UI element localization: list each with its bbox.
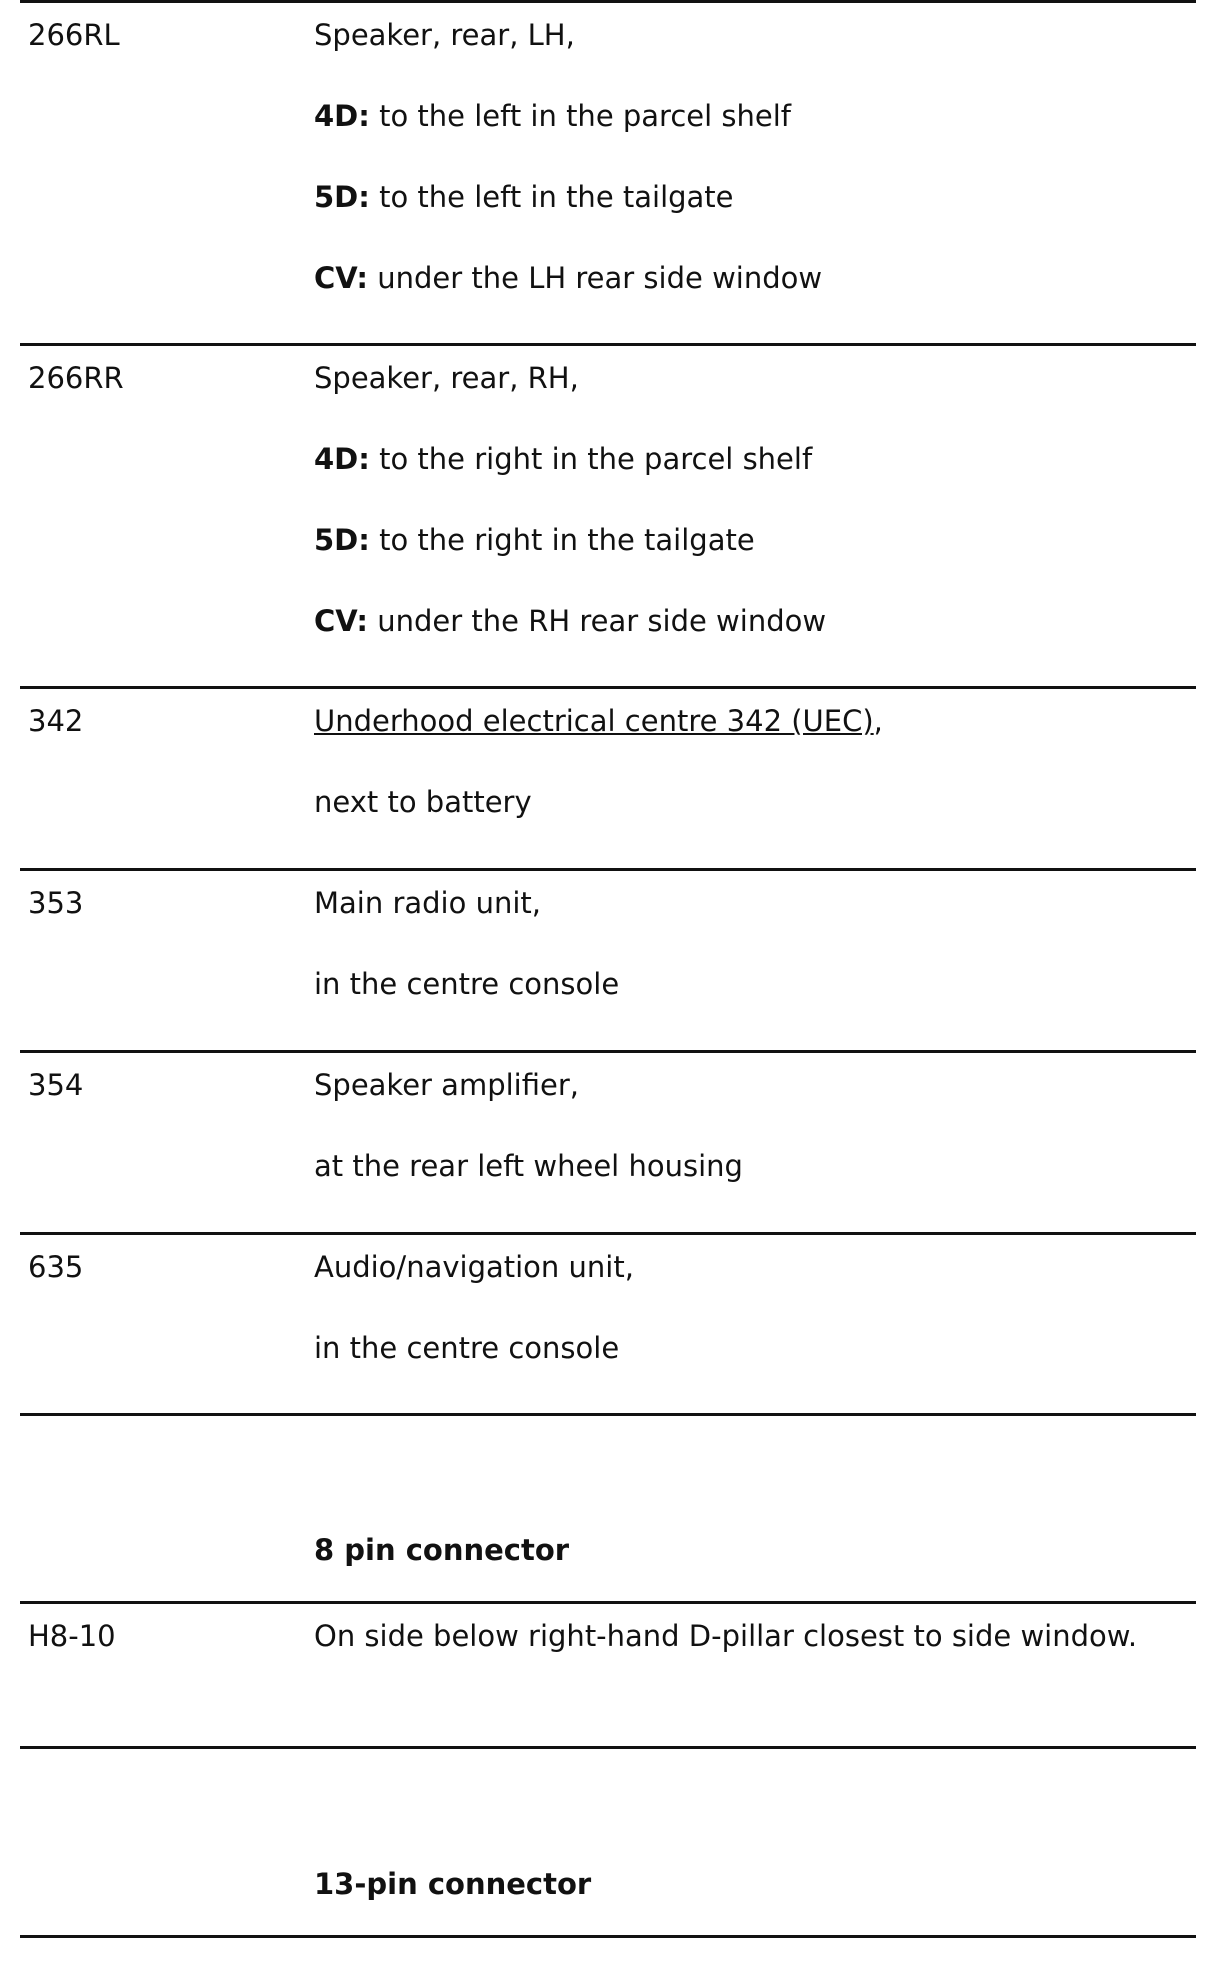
variant-tag: CV: [314, 604, 369, 638]
table-row [20, 871, 1196, 1053]
component-description [314, 360, 1196, 684]
table-row [20, 1053, 1196, 1235]
component-title: Speaker amplifier, [314, 1068, 579, 1102]
link-suffix: , [873, 704, 883, 738]
variant-tag: 5D: [314, 523, 370, 557]
section-heading-row [20, 1416, 1196, 1604]
component-title: Speaker, rear, LH, [314, 18, 575, 52]
component-title: Audio/navigation unit, [314, 1250, 634, 1284]
component-code: H8-10 [28, 1619, 116, 1653]
variant-location [314, 522, 1196, 558]
component-code: 635 [28, 1250, 84, 1284]
variant-text: under the RH rear side window [368, 604, 827, 638]
table-row [20, 1604, 1196, 1749]
variant-text: under the LH rear side window [368, 261, 823, 295]
variant-location [314, 179, 1196, 215]
variant-text: to the left in the tailgate [369, 180, 734, 214]
component-description [314, 1067, 1196, 1229]
component-description [314, 1618, 1196, 1699]
component-code: 342 [28, 704, 84, 738]
variant-tag: 4D: [314, 99, 370, 133]
variant-tag: CV: [314, 261, 369, 295]
component-description [314, 17, 1196, 341]
section-heading-cell [314, 1532, 1196, 1568]
component-description [314, 885, 1196, 1047]
component-location: in the centre console [314, 1331, 620, 1365]
component-location: On side below right-hand D-pillar closest to side window. [314, 1619, 1138, 1653]
variant-text: to the right in the parcel shelf [369, 442, 813, 476]
component-title [314, 703, 1196, 739]
uec-link[interactable]: Underhood electrical centre 342 (UEC) [314, 704, 874, 738]
component-title: Main radio unit, [314, 886, 541, 920]
component-location: next to battery [314, 785, 532, 819]
section-heading-8pin: 8 pin connector [314, 1533, 570, 1567]
section-heading-13pin: 13-pin connector [314, 1867, 592, 1901]
section-heading-row [20, 1749, 1196, 1938]
variant-tag: 5D: [314, 180, 370, 214]
component-code: 354 [28, 1068, 84, 1102]
table-row [20, 689, 1196, 871]
component-code: 266RR [28, 361, 124, 395]
component-code: 266RL [28, 18, 120, 52]
variant-location [314, 98, 1196, 134]
component-description [314, 1249, 1196, 1411]
variant-location [314, 441, 1196, 477]
variant-text: to the right in the tailgate [369, 523, 755, 557]
variant-location [314, 260, 1196, 296]
component-description [314, 703, 1196, 865]
section-heading-cell [314, 1866, 1196, 1902]
component-location: in the centre console [314, 967, 620, 1001]
variant-tag: 4D: [314, 442, 370, 476]
variant-location [314, 603, 1196, 639]
component-location: at the rear left wheel housing [314, 1149, 743, 1183]
component-title: Speaker, rear, RH, [314, 361, 579, 395]
component-code: 353 [28, 886, 84, 920]
table-row [20, 0, 1196, 346]
component-location-table [20, 0, 1196, 1938]
table-row [20, 1235, 1196, 1416]
table-row [20, 346, 1196, 689]
variant-text: to the left in the parcel shelf [369, 99, 791, 133]
